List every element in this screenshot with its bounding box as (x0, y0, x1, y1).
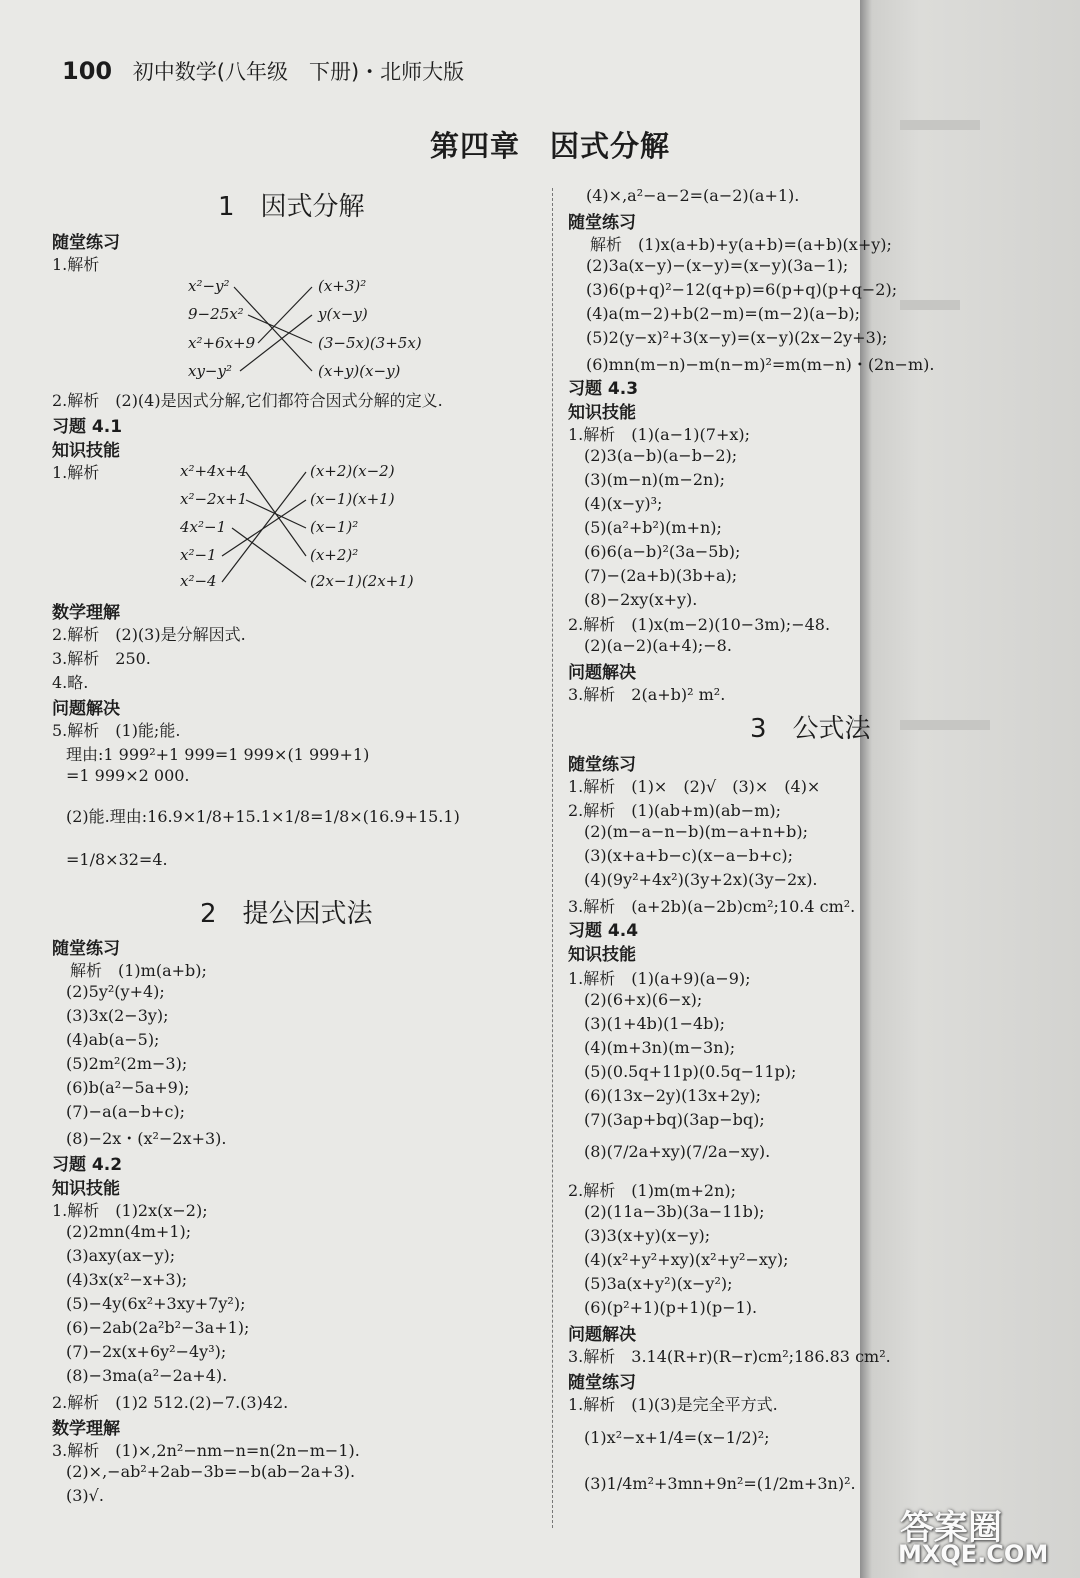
answer-line: 2.解析 (1)2 512.(2)−7.(3)42. (52, 1393, 289, 1412)
page-number: 100 (62, 57, 113, 85)
subheading: 问题解决 (568, 1325, 636, 1345)
subheading: 随堂练习 (52, 939, 120, 959)
answer-line: (4)ab(a−5); (66, 1030, 160, 1049)
answer-line: 3.解析 250. (52, 649, 151, 668)
answer-line: 5.解析 (1)能;能. (52, 721, 181, 740)
match-right-item: (x−1)(x+1) (310, 490, 395, 508)
match-right-item: (x−1)² (310, 518, 359, 536)
exercise-title: 习题 4.4 (568, 921, 639, 941)
subheading: 知识技能 (568, 403, 636, 423)
subheading: 问题解决 (568, 663, 636, 683)
answer-line: (2)3(a−b)(a−b−2); (584, 446, 738, 465)
answer-line: (3)3(x+y)(x−y); (584, 1226, 711, 1245)
match-left-item: 4x²−1 (180, 518, 227, 536)
section-title: 3 公式法 (750, 714, 871, 744)
subheading: 知识技能 (52, 441, 120, 461)
chapter-title: 第四章 因式分解 (430, 129, 671, 163)
answer-line: (6)(13x−2y)(13x+2y); (584, 1086, 762, 1105)
answer-line: (1)x²−x+1/4=(x−1/2)²; (584, 1428, 770, 1447)
answer-line: (2)能.理由:16.9×1/8+15.1×1/8=1/8×(16.9+15.1) (66, 807, 460, 826)
answer-line: 2.解析 (1)x(m−2)(10−3m);−48. (568, 615, 831, 634)
match-line (258, 287, 312, 343)
answer-line: (8)−3ma(a²−2a+4). (66, 1366, 228, 1385)
answer-line: 2.解析 (2)(4)是因式分解,它们都符合因式分解的定义. (52, 391, 443, 410)
answer-line: 2.解析 (1)(ab+m)(ab−m); (568, 801, 782, 820)
match-line (246, 500, 306, 528)
answer-line: (5)2(y−x)²+3(x−y)=(x−y)(2x−2y+3); (586, 328, 888, 347)
answer-line: (3)√. (66, 1486, 104, 1505)
subheading: 随堂练习 (52, 233, 120, 253)
answer-line: (6)−2ab(2a²b²−3a+1); (66, 1318, 250, 1337)
answer-line: (6)mn(m−n)−m(n−m)²=m(m−n)・(2n−m). (586, 355, 935, 374)
answer-line: (4)a(m−2)+b(2−m)=(m−2)(a−b); (586, 304, 861, 323)
answer-line: (6)(p²+1)(p+1)(p−1). (584, 1298, 758, 1317)
subheading: 随堂练习 (568, 213, 636, 233)
match-left-item: x²−2x+1 (180, 490, 248, 508)
exercise-title: 习题 4.1 (52, 417, 123, 437)
answer-line: =1/8×32=4. (66, 850, 168, 869)
answer-line: 1.解析 (1)× (2)√ (3)× (4)× (568, 777, 821, 796)
match-left-item: x²+4x+4 (180, 462, 248, 480)
matching-diagram-1 (180, 278, 440, 386)
subheading: 随堂练习 (568, 1373, 636, 1393)
watermark-url: MXQE.COM (898, 1540, 1049, 1568)
answer-line: (2)(6+x)(6−x); (584, 990, 703, 1009)
watermark-logo: 答案圈 (900, 1508, 1002, 1548)
answer-line: (8)−2x・(x²−2x+3). (66, 1129, 227, 1148)
answer-line: 3.解析 2(a+b)² m². (568, 685, 726, 704)
answer-line: (3)6(p+q)²−12(q+p)=6(p+q)(p+q−2); (586, 280, 898, 299)
match-right-item: (x+2)² (310, 546, 359, 564)
answer-line: =1 999×2 000. (66, 766, 190, 785)
answer-line: (3)(1+4b)(1−4b); (584, 1014, 726, 1033)
match-line (222, 472, 306, 582)
answer-line: (5)(a²+b²)(m+n); (584, 518, 722, 537)
match-line (248, 315, 312, 343)
match-right-item: (3−5x)(3+5x) (318, 334, 422, 352)
answer-line: (4)(9y²+4x²)(3y+2x)(3y−2x). (584, 870, 818, 889)
answer-line: 1.解析 (1)(a−1)(7+x); (568, 425, 751, 444)
answer-line: (2)×,−ab²+2ab−3b=−b(ab−2a+3). (66, 1462, 356, 1481)
answer-line: (5)(0.5q+11p)(0.5q−11p); (584, 1062, 797, 1081)
answer-line: 3.解析 (1)×,2n²−nm−n=n(2n−m−1). (52, 1441, 360, 1460)
match-right-item: y(x−y) (318, 305, 368, 323)
answer-line: (2)(m−a−n−b)(m−a+n+b); (584, 822, 808, 841)
answer-line: (7)−(2a+b)(3b+a); (584, 566, 738, 585)
answer-line: 理由:1 999²+1 999=1 999×(1 999+1) (66, 745, 370, 764)
answer-line: (2)(11a−3b)(3a−11b); (584, 1202, 765, 1221)
subheading: 数学理解 (52, 1419, 120, 1439)
subheading: 知识技能 (568, 945, 636, 965)
subheading: 数学理解 (52, 603, 120, 623)
match-left-item: x²−1 (180, 546, 217, 564)
section-title: 1 因式分解 (218, 192, 365, 222)
exercise-title: 习题 4.3 (568, 379, 639, 399)
faint-text (900, 120, 980, 130)
answer-line: 解析 (1)m(a+b); (70, 961, 207, 980)
answer-line: (8)−2xy(x+y). (584, 590, 698, 609)
exercise-title: 习题 4.2 (52, 1155, 123, 1175)
answer-line: 1.解析 (52, 255, 100, 274)
answer-line: (2)5y²(y+4); (66, 982, 165, 1001)
book-title: 初中数学(八年级 下册)・北师大版 (132, 60, 465, 84)
answer-line: (4)(m+3n)(m−3n); (584, 1038, 736, 1057)
answer-line: 1.解析 (52, 463, 100, 482)
match-left-item: x²−4 (180, 572, 217, 590)
answer-line: (7)−a(a−b+c); (66, 1102, 186, 1121)
column-divider (552, 188, 553, 1528)
answer-line: 1.解析 (1)(a+9)(a−9); (568, 969, 751, 988)
answer-line: 解析 (1)x(a+b)+y(a+b)=(a+b)(x+y); (590, 235, 892, 254)
answer-line: (2)2mn(4m+1); (66, 1222, 192, 1241)
answer-line: 2.解析 (1)m(m+2n); (568, 1181, 737, 1200)
match-right-item: (x+2)(x−2) (310, 462, 395, 480)
match-left-item: 9−25x² (188, 305, 244, 323)
answer-line: 1.解析 (1)(3)是完全平方式. (568, 1395, 778, 1414)
answer-line: (3)1/4m²+3mn+9n²=(1/2m+3n)². (584, 1474, 856, 1493)
section-title: 2 提公因式法 (200, 899, 373, 929)
answer-line: (5)3a(x+y²)(x−y²); (584, 1274, 733, 1293)
answer-line: (5)−4y(6x²+3xy+7y²); (66, 1294, 246, 1313)
answer-line: 3.解析 (a+2b)(a−2b)cm²;10.4 cm². (568, 897, 856, 916)
answer-line: (4)×,a²−a−2=(a−2)(a+1). (586, 186, 800, 205)
match-left-item: xy−y² (188, 362, 232, 380)
answer-line: (4)3x(x²−x+3); (66, 1270, 188, 1289)
answer-line: (4)(x²+y²+xy)(x²+y²−xy); (584, 1250, 789, 1269)
answer-line: 2.解析 (2)(3)是分解因式. (52, 625, 246, 644)
answer-line: (7)(3ap+bq)(3ap−bq); (584, 1110, 765, 1129)
subheading: 知识技能 (52, 1179, 120, 1199)
matching-diagram-2 (172, 458, 442, 590)
answer-line: 3.解析 3.14(R+r)(R−r)cm²;186.83 cm². (568, 1347, 891, 1366)
match-right-item: (x+y)(x−y) (318, 362, 401, 380)
match-left-item: x²+6x+9 (188, 334, 256, 352)
answer-line: (8)(7/2a+xy)(7/2a−xy). (584, 1142, 771, 1161)
answer-line: (3)axy(ax−y); (66, 1246, 176, 1265)
answer-line: (3)(x+a+b−c)(x−a−b+c); (584, 846, 793, 865)
answer-line: (5)2m²(2m−3); (66, 1054, 188, 1073)
answer-line: 1.解析 (1)2x(x−2); (52, 1201, 208, 1220)
answer-line: (3)3x(2−3y); (66, 1006, 169, 1025)
faint-text (900, 720, 990, 730)
match-left-item: x²−y² (188, 277, 230, 295)
faint-text (900, 300, 960, 310)
subheading: 随堂练习 (568, 755, 636, 775)
answer-line: 4.略. (52, 673, 89, 692)
answer-line: (6)6(a−b)²(3a−5b); (584, 542, 741, 561)
subheading: 问题解决 (52, 699, 120, 719)
adjacent-page-edge (860, 0, 1080, 1578)
answer-line: (7)−2x(x+6y²−4y³); (66, 1342, 227, 1361)
answer-line: (6)b(a²−5a+9); (66, 1078, 190, 1097)
answer-line: (2)3a(x−y)−(x−y)=(x−y)(3a−1); (586, 256, 849, 275)
match-right-item: (x+3)² (318, 277, 367, 295)
answer-line: (3)(m−n)(m−2n); (584, 470, 725, 489)
match-right-item: (2x−1)(2x+1) (310, 572, 414, 590)
answer-line: (2)(a−2)(a+4);−8. (584, 636, 732, 655)
answer-line: (4)(x−y)³; (584, 494, 663, 513)
page-header (62, 56, 464, 86)
